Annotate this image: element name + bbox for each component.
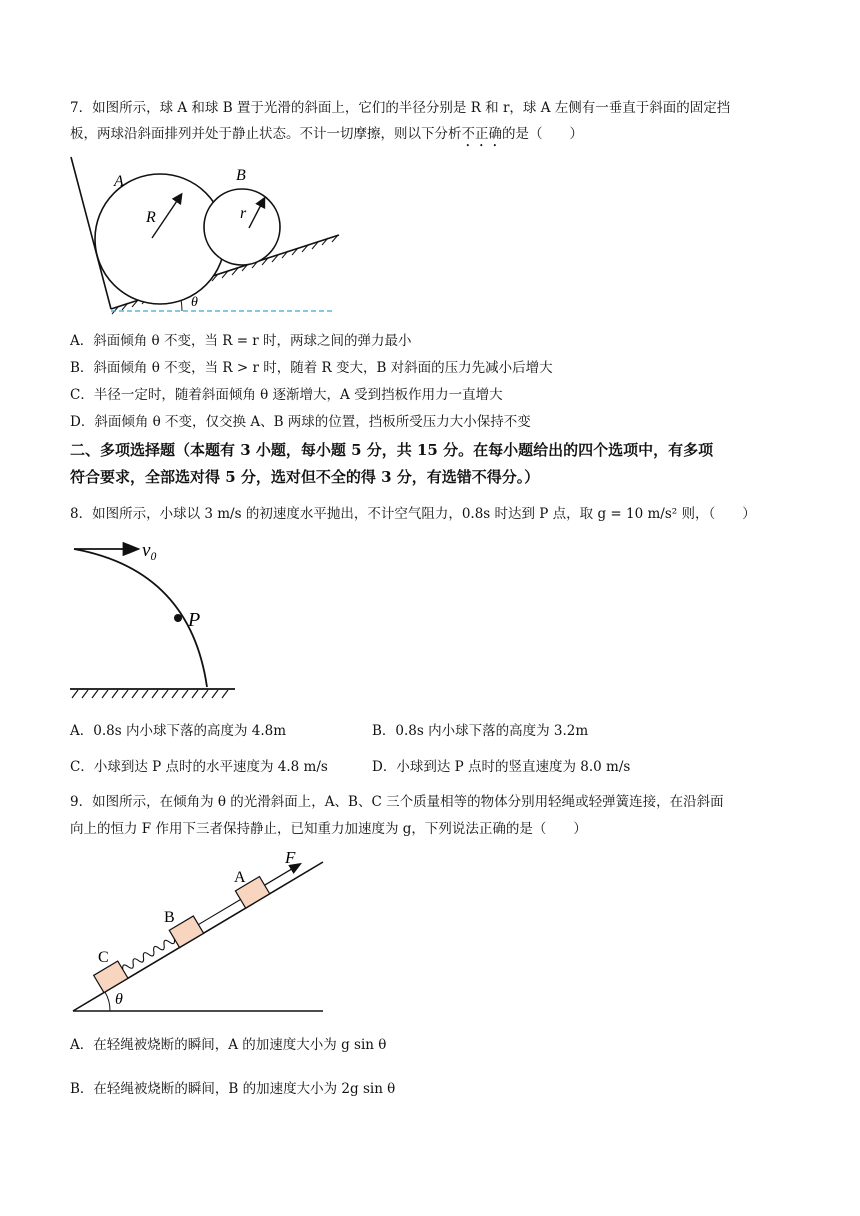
q7-option-d: D．斜面倾角 θ 不变，仅交换 A、B 两球的位置，挡板所受压力大小保持不变: [70, 414, 531, 430]
q8-velocity-label: v₀: [142, 540, 158, 561]
q8-option-d: D．小球到达 P 点时的竖直速度为 8.0 m/s: [372, 759, 631, 775]
q7-option-a: A．斜面倾角 θ 不变，当 R = r 时，两球之间的弹力最小: [70, 333, 412, 349]
q7-stem-line2: [70, 124, 583, 150]
q8-ground-hatching: [72, 690, 228, 698]
section2-header-line1: 二、多项选择题（本题有 3 小题，每小题 5 分，共 15 分。在每小题给出的四个选项中，有多项: [70, 441, 714, 459]
q9-block-b-label: B: [164, 909, 175, 926]
q7-ball-b-label: B: [236, 167, 246, 184]
q7-stem-line2-post: 的是（ ）: [502, 126, 583, 142]
q8-option-a: A．0.8s 内小球下落的高度为 4.8m: [70, 723, 286, 739]
q9-force-arrow: [265, 864, 300, 885]
section2-header-line2: 符合要求，全部选对得 5 分，选对但不全的得 3 分，有选错不得分。）: [70, 468, 540, 486]
q7-angle-label: θ: [191, 295, 198, 310]
q9-angle-arc: [105, 992, 110, 1011]
q7-emphasis-text: 不正确: [461, 126, 502, 142]
q7-radius-b-label: r: [240, 205, 247, 222]
q7-figure: [60, 152, 350, 322]
q9-option-b: B．在轻绳被烧断的瞬间，B 的加速度大小为 2g sin θ: [70, 1081, 396, 1097]
q7-stem-line2-pre: 板，两球沿斜面排列并处于静止状态。不计一切摩擦，则以下分析: [70, 126, 462, 142]
q8-point-p: [174, 614, 182, 622]
q9-block-c-label: C: [98, 949, 109, 966]
q9-stem-line1: 9．如图所示，在倾角为 θ 的光滑斜面上，A、B、C 三个质量相等的物体分别用轻绳或轻弹簧连接，在沿斜面: [70, 794, 724, 810]
q7-option-b: B．斜面倾角 θ 不变，当 R > r 时，随着 R 变大，B 对斜面的压力先减小后增大: [70, 360, 553, 376]
q7-ball-a-label: A: [114, 173, 124, 190]
q8-figure: [65, 535, 245, 707]
q8-point-label: P: [188, 609, 201, 631]
q9-angle-label: θ: [115, 991, 123, 1008]
q8-option-c: C．小球到达 P 点时的水平速度为 4.8 m/s: [70, 759, 328, 775]
q9-stem-line2: 向上的恒力 F 作用下三者保持静止，已知重力加速度为 g，下列说法正确的是（ ）: [70, 821, 587, 837]
q7-stem-line1: 7．如图所示，球 A 和球 B 置于光滑的斜面上，它们的半径分别是 R 和 r，球 A 左侧有一垂直于斜面的固定挡: [70, 100, 731, 116]
q8-option-b: B．0.8s 内小球下落的高度为 3.2m: [372, 723, 589, 739]
q9-rope: [198, 899, 240, 924]
q9-option-a: A．在轻绳被烧断的瞬间，A 的加速度大小为 g sin θ: [70, 1037, 387, 1053]
q8-stem: 8．如图所示，小球以 3 m/s 的初速度水平抛出，不计空气阻力，0.8s 时达到 P 点，取 g = 10 m/s² 则，（ ）: [70, 506, 756, 522]
q7-option-c: C．半径一定时，随着斜面倾角 θ 逐渐增大，A 受到挡板作用力一直增大: [70, 387, 503, 403]
q9-block-a-label: A: [234, 869, 246, 886]
q7-radius-a-label: R: [146, 209, 156, 226]
q9-figure: [60, 845, 340, 1017]
q9-force-label: F: [285, 848, 296, 867]
q7-ball-b: [204, 189, 280, 265]
